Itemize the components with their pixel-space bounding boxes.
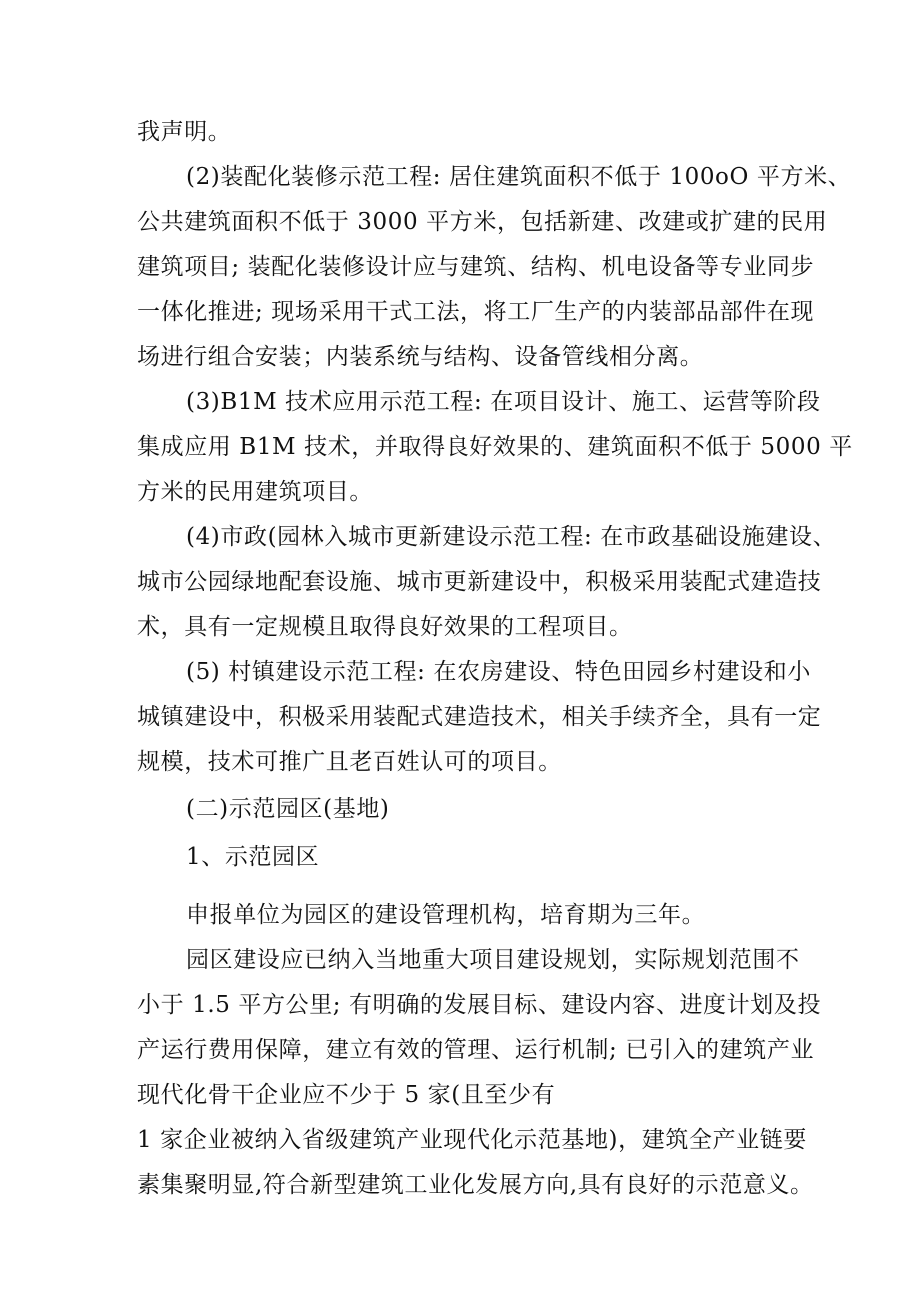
text-line: 小于 1.5 平方公里; 有明确的发展目标、建设内容、进度计划及投	[137, 992, 822, 1018]
subsection-heading: 1、示范园区	[186, 844, 320, 870]
text-line: 规模，技术可推广且老百姓认可的项目。	[137, 749, 562, 775]
text-line: 方米的民用建筑项目。	[137, 479, 373, 505]
text-line: 建筑项目; 装配化装修设计应与建筑、结构、机电设备等专业同步	[137, 254, 815, 280]
text-line: 公共建筑面积不低于 3000 平方米，包括新建、改建或扩建的民用	[137, 209, 828, 235]
text-line: 1 家企业被纳入省级建筑产业现代化示范基地)，建筑全产业链要	[137, 1127, 807, 1153]
section-heading: (二)示范园区(基地)	[186, 796, 390, 822]
text-line: 一体化推进; 现场采用干式工法，将工厂生产的内装部品部件在现	[137, 299, 815, 325]
text-line: 申报单位为园区的建设管理机构，培育期为三年。	[186, 902, 706, 928]
text-line: (5) 村镇建设示范工程: 在农房建设、特色田园乡村建设和小	[186, 659, 811, 685]
text-line: 产运行费用保障，建立有效的管理、运行机制; 已引入的建筑产业	[137, 1037, 815, 1063]
text-line: 集成应用 B1M 技术，并取得良好效果的、建筑面积不低于 5000 平	[137, 434, 853, 460]
text-line: 术，具有一定规模且取得良好效果的工程项目。	[137, 614, 633, 640]
text-line: 现代化骨干企业应不少于 5 家(且至少有	[137, 1082, 556, 1108]
text-line: (3)B1M 技术应用示范工程: 在项目设计、施工、运营等阶段	[186, 389, 821, 415]
text-line: 城镇建设中，积极采用装配式建造技术，相关手续齐全，具有一定	[137, 704, 822, 730]
text-line: 园区建设应已纳入当地重大项目建设规划，实际规划范围不	[186, 947, 800, 973]
text-line: 素集聚明显,符合新型建筑工业化发展方向,具有良好的示范意义。	[137, 1172, 814, 1198]
text-line: (4)市政(园林入城市更新建设示范工程: 在市政基础设施建设、	[186, 524, 837, 550]
text-line: 我声明。	[137, 119, 232, 145]
text-line: 场进行组合安装；内装系统与结构、设备管线相分离。	[137, 344, 704, 370]
text-line: 城市公园绿地配套设施、城市更新建设中，积极采用装配式建造技	[137, 569, 822, 595]
text-line: (2)装配化装修示范工程: 居住建筑面积不低于 100oO 平方米、	[186, 164, 852, 190]
